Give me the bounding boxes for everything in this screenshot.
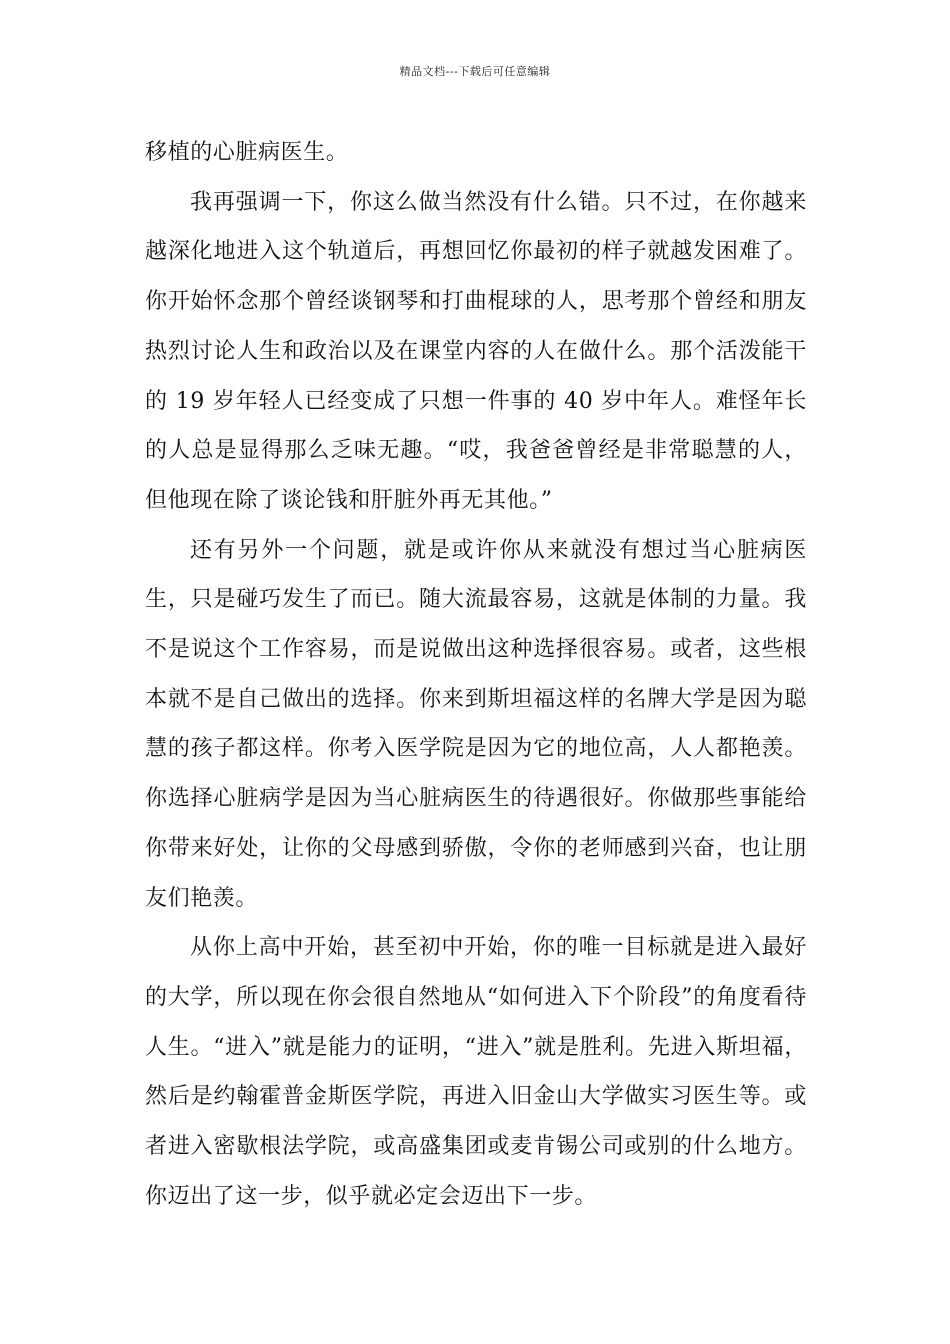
paragraph-1: 移植的心脏病医生。: [145, 140, 349, 165]
document-body: [145, 128, 807, 1221]
paragraph-2: 我再强调一下，你这么做当然没有什么错。只不过，在你越来越深化地进入这个轨道后，再想回忆你最初的样子就越发困难了。你开始怀念那个曾经谈钢琴和打曲棍球的人，思考那个曾经和朋友热烈讨论人生和政治以及在课堂内容的人在做什么。那个活泼能干的 19 岁年轻人已经变成了只想一件事的 40 岁中年人。难怪年长的人总是显得那么乏味无趣。“哎，我爸爸曾经是非常聪慧的人，但他现在除了谈论钱和肝脏外再无其他。”: [145, 189, 807, 513]
paragraph-3: 还有另外一个问题，就是或许你从来就没有想过当心脏病医生，只是碰巧发生了而已。随大流最容易，这就是体制的力量。我不是说这个工作容易，而是说做出这种选择很容易。或者，这些根本就不是自己做出的选择。你来到斯坦福这样的名牌大学是因为聪慧的孩子都这样。你考入医学院是因为它的地位高，人人都艳羡。你选择心脏病学是因为当心脏病医生的待遇很好。你做那些事能给你带来好处，让你的父母感到骄傲，令你的老师感到兴奋，也让朋友们艳羡。: [145, 537, 807, 911]
page-header: 精品文档---下载后可任意编辑: [399, 65, 551, 78]
paragraph-4: 从你上高中开始，甚至初中开始，你的唯一目标就是进入最好的大学，所以现在你会很自然地从“如何进入下个阶段”的角度看待人生。“进入”就是能力的证明，“进入”就是胜利。先进入斯坦福，然后是约翰霍普金斯医学院，再进入旧金山大学做实习医生等。或者进入密歇根法学院，或高盛集团或麦肯锡公司或别的什么地方。你迈出了这一步，似乎就必定会迈出下一步。: [145, 935, 807, 1209]
